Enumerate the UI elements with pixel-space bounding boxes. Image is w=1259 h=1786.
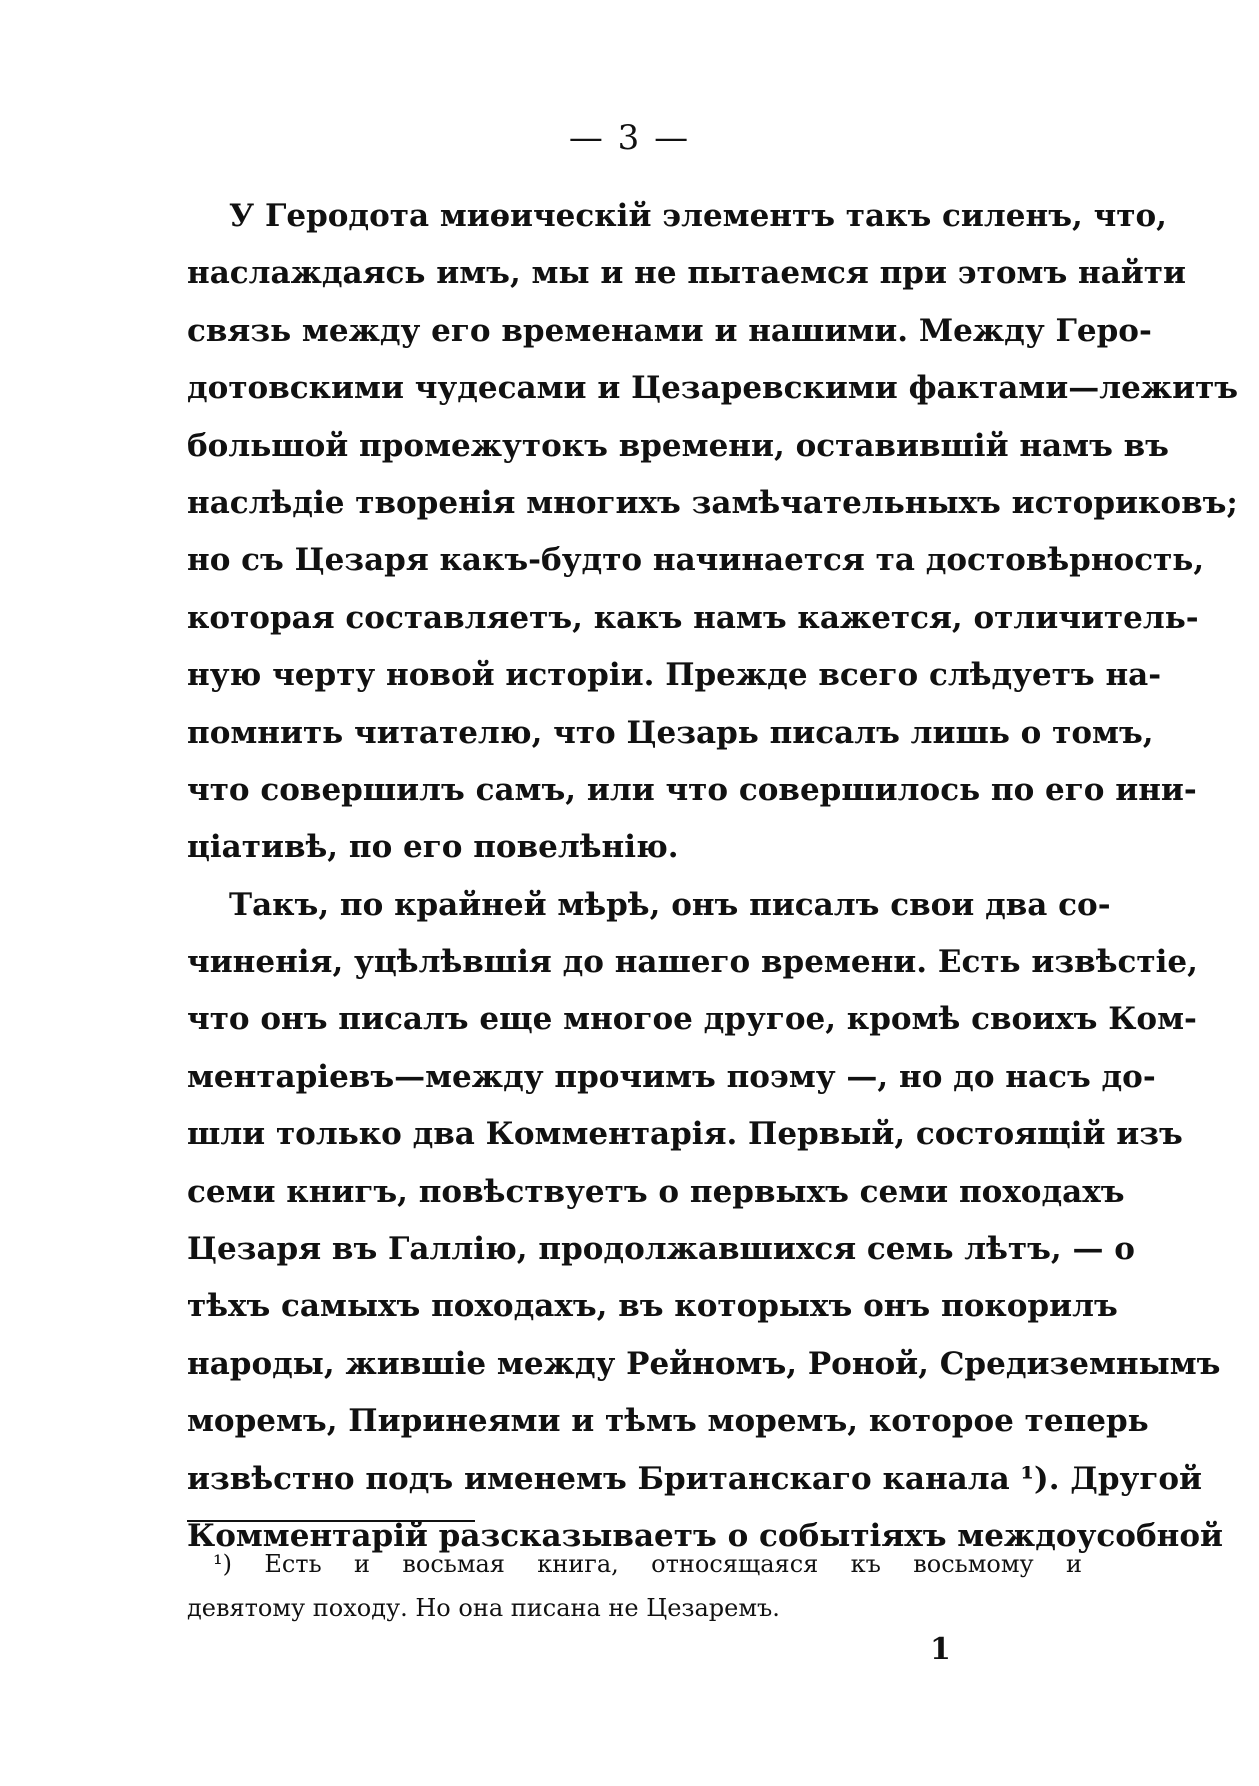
text-line: ціативѣ, по его повелѣнію.	[187, 829, 679, 866]
text-line: моремъ, Пиринеями и тѣмъ моремъ, которое теперь	[187, 1403, 1149, 1440]
footnote	[187, 1542, 1082, 1630]
text-line: наслаждаясь имъ, мы и не пытаемся при этомъ найти	[187, 255, 1186, 292]
signature-mark: 1	[930, 1632, 951, 1667]
text-line: связь между его временами и нашими. Между Геро-	[187, 312, 1152, 349]
text-line: ментаріевъ—между прочимъ поэму —, но до насъ до-	[187, 1058, 1156, 1095]
text-line: народы, жившіе между Рейномъ, Роной, Средиземнымъ	[187, 1345, 1221, 1382]
footnote-line: ¹) Есть и восьмая книга, относящаяся къ восьмому и	[213, 1550, 1082, 1578]
text-line: семи книгъ, повѣствуетъ о первыхъ семи походахъ	[187, 1173, 1125, 1210]
footnote-line: девятому походу. Но она писана не Цезаремъ.	[187, 1594, 780, 1622]
footnote-divider	[187, 1520, 475, 1522]
page-number: — 3 —	[568, 118, 691, 158]
text-line: что онъ писалъ еще многое другое, кромѣ своихъ Ком-	[187, 1001, 1197, 1038]
text-line: тѣхъ самыхъ походахъ, въ которыхъ онъ покорилъ	[187, 1288, 1118, 1325]
paragraph-1	[187, 188, 1239, 877]
text-line: извѣстно подъ именемъ Британскаго канала ¹). Другой	[187, 1460, 1203, 1497]
text-line: что совершилъ самъ, или что совершилось по его ини-	[187, 771, 1197, 808]
main-text	[187, 188, 1239, 1565]
text-line: чиненія, уцѣлѣвшія до нашего времени. Есть извѣстіе,	[187, 944, 1198, 981]
text-line: Такъ, по крайней мѣрѣ, онъ писалъ свои два со-	[229, 886, 1111, 923]
text-line: Цезаря въ Галлію, продолжавшихся семь лѣтъ, — о	[187, 1231, 1135, 1268]
text-line: которая составляетъ, какъ намъ кажется, отличитель-	[187, 599, 1199, 636]
text-line: но съ Цезаря какъ-будто начинается та достовѣрность,	[187, 542, 1205, 579]
text-line: большой промежутокъ времени, оставившій намъ въ	[187, 427, 1169, 464]
text-line: ную черту новой исторіи. Прежде всего слѣдуетъ на-	[187, 657, 1162, 694]
text-line: шли только два Комментарія. Первый, состоящій изъ	[187, 1116, 1183, 1153]
paragraph-2	[187, 877, 1224, 1566]
text-line: У Геродота миѳическій элементъ такъ силенъ, что,	[229, 198, 1167, 234]
text-line: дотовскими чудесами и Цезаревскими фактами—лежитъ	[187, 370, 1239, 407]
text-line: Комментарій разсказываетъ о событіяхъ междоусобной	[187, 1517, 1224, 1554]
text-line: помнить читателю, что Цезарь писалъ лишь о томъ,	[187, 714, 1154, 751]
text-line: наслѣдіе творенія многихъ замѣчательныхъ историковъ;	[187, 484, 1238, 521]
